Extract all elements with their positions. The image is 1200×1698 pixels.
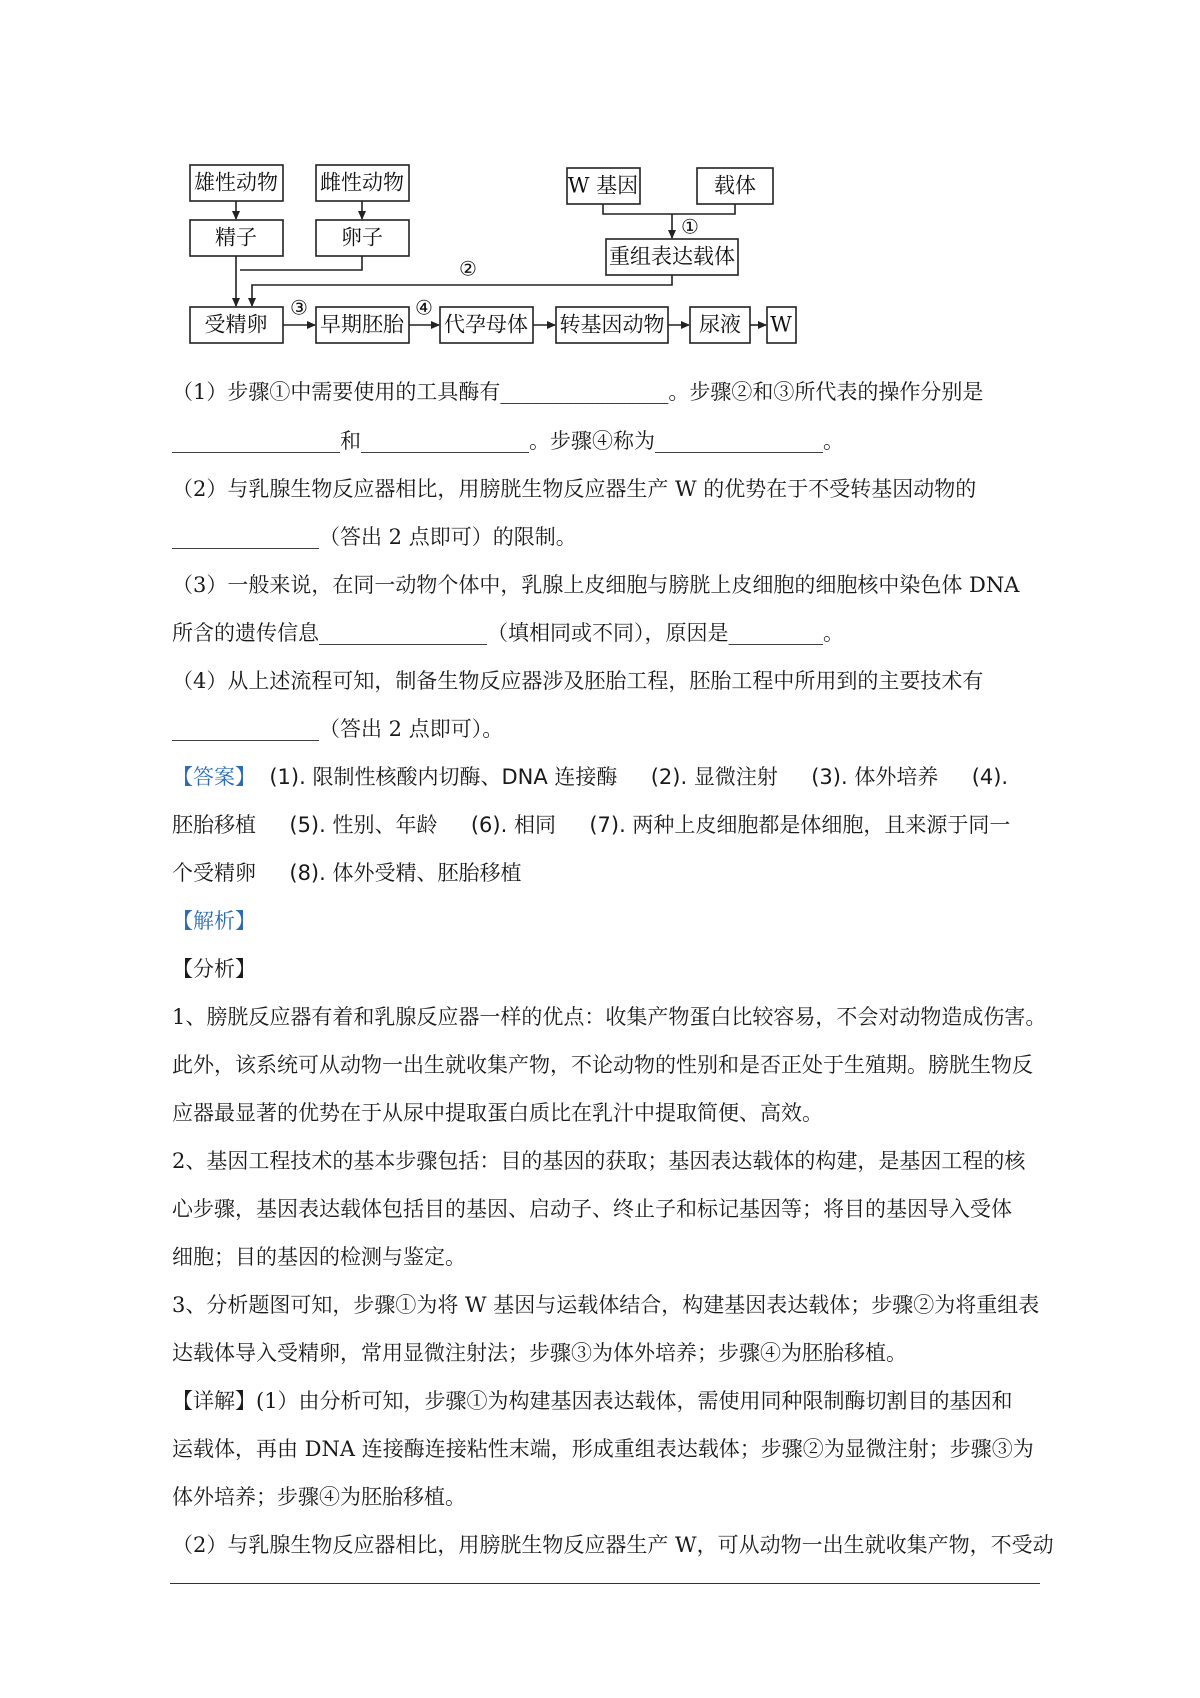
question-1-line-2: ________________和________________。步骤④称为________________。 <box>172 429 844 453</box>
analysis-tag: 【解析】 <box>172 909 256 933</box>
box-sperm-label: 精子 <box>215 225 257 250</box>
box-sperm <box>190 220 283 256</box>
detail-p1-line-2: 运载体，再由 DNA 连接酶连接粘性末端，形成重组表达载体；步骤②为显微注射；步骤③为 <box>172 1437 1034 1461</box>
answer-line-2: 胚胎移植 (5). 性别、年龄 (6). 相同 (7). 两种上皮细胞都是体细胞，且来源于同一 <box>172 813 1011 837</box>
detail-p2-line-1: （2）与乳腺生物反应器相比，用膀胱生物反应器生产 W，可从动物一出生就收集产物，不受动 <box>172 1533 1054 1557</box>
box-egg <box>316 220 409 256</box>
box-recombinant-vector <box>606 239 738 275</box>
box-early-embryo <box>316 307 409 343</box>
box-vector-label: 载体 <box>714 173 756 198</box>
box-surrogate-label: 代孕母体 <box>444 312 528 337</box>
analysis-subtag: 【分析】 <box>172 957 256 981</box>
label-step1: ① <box>681 214 699 239</box>
box-w-product-label: W <box>770 312 792 337</box>
box-transgenic <box>556 307 668 343</box>
analysis-p1-line-3: 应器最显著的优势在于从尿中提取蛋白质比在乳汁中提取简便、高效。 <box>172 1101 823 1125</box>
box-w-gene-label: W 基因 <box>567 173 639 198</box>
question-1-line-1: （1）步骤①中需要使用的工具酶有________________。步骤②和③所代表的操作分别是 <box>172 380 984 404</box>
analysis-p1-line-1: 1、膀胱反应器有着和乳腺反应器一样的优点：收集产物蛋白比较容易，不会对动物造成伤害。 <box>172 1005 1047 1029</box>
line-gene-vector-join <box>603 204 735 214</box>
box-zygote <box>190 307 283 343</box>
answer-line-3: 个受精卵 (8). 体外受精、胚胎移植 <box>172 861 522 885</box>
label-step3: ③ <box>290 295 308 320</box>
analysis-p2-line-3: 细胞；目的基因的检测与鉴定。 <box>172 1245 466 1269</box>
box-recombinant-vector-label: 重组表达载体 <box>609 244 735 269</box>
box-w-product <box>767 307 796 343</box>
box-w-gene <box>567 168 640 204</box>
line-egg-join <box>240 256 362 270</box>
box-egg-label: 卵子 <box>341 225 383 250</box>
box-female <box>316 165 409 201</box>
box-vector <box>697 168 773 204</box>
box-surrogate <box>440 307 533 343</box>
analysis-p1-line-2: 此外，该系统可从动物一出生就收集产物，不论动物的性别和是否正处于生殖期。膀胱生物反 <box>172 1053 1033 1077</box>
question-3-line-1: （3）一般来说，在同一动物个体中，乳腺上皮细胞与膀胱上皮细胞的细胞核中染色体 DNA <box>172 573 1020 597</box>
label-step4: ④ <box>415 295 433 320</box>
box-male <box>190 165 283 201</box>
question-3-line-2: 所含的遗传信息________________（填相同或不同），原因是_________。 <box>172 621 844 645</box>
analysis-p3-line-1: 3、分析题图可知，步骤①为将 W 基因与运载体结合，构建基因表达载体；步骤②为将重组表 <box>172 1293 1040 1317</box>
answer-line-1 <box>172 763 1008 791</box>
question-2-line-1: （2）与乳腺生物反应器相比，用膀胱生物反应器生产 W 的优势在于不受转基因动物的 <box>172 477 977 501</box>
box-zygote-label: 受精卵 <box>204 312 268 337</box>
box-early-embryo-label: 早期胚胎 <box>320 312 404 337</box>
box-female-label: 雌性动物 <box>320 170 404 195</box>
footer-rule <box>170 1583 1040 1584</box>
question-4-line-2: ______________（答出 2 点即可）。 <box>172 717 504 741</box>
label-step2: ② <box>459 256 477 281</box>
flow-diagram <box>0 0 1200 360</box>
answer-text-1: (1). 限制性核酸内切酶、DNA 连接酶 (2). 显微注射 (3). 体外培养 (4). <box>256 765 1009 789</box>
box-urine <box>690 307 750 343</box>
box-male-label: 雄性动物 <box>194 170 278 195</box>
box-transgenic-label: 转基因动物 <box>559 312 665 337</box>
analysis-p3-line-2: 达载体导入受精卵，常用显微注射法；步骤③为体外培养；步骤④为胚胎移植。 <box>172 1341 907 1365</box>
answer-tag: 【答案】 <box>172 765 256 789</box>
detail-p1-line-1: 【详解】(1）由分析可知，步骤①为构建基因表达载体，需使用同种限制酶切割目的基因和 <box>172 1389 1013 1413</box>
question-2-line-2: ______________（答出 2 点即可）的限制。 <box>172 525 577 549</box>
analysis-p2-line-2: 心步骤，基因表达载体包括目的基因、启动子、终止子和标记基因等；将目的基因导入受体 <box>172 1197 1012 1221</box>
analysis-p2-line-1: 2、基因工程技术的基本步骤包括：目的基因的获取；基因表达载体的构建，是基因工程的核 <box>172 1149 1026 1173</box>
box-urine-label: 尿液 <box>699 312 741 337</box>
question-4-line-1: （4）从上述流程可知，制备生物反应器涉及胚胎工程，胚胎工程中所用到的主要技术有 <box>172 669 984 693</box>
detail-p1-line-3: 体外培养；步骤④为胚胎移植。 <box>172 1485 466 1509</box>
